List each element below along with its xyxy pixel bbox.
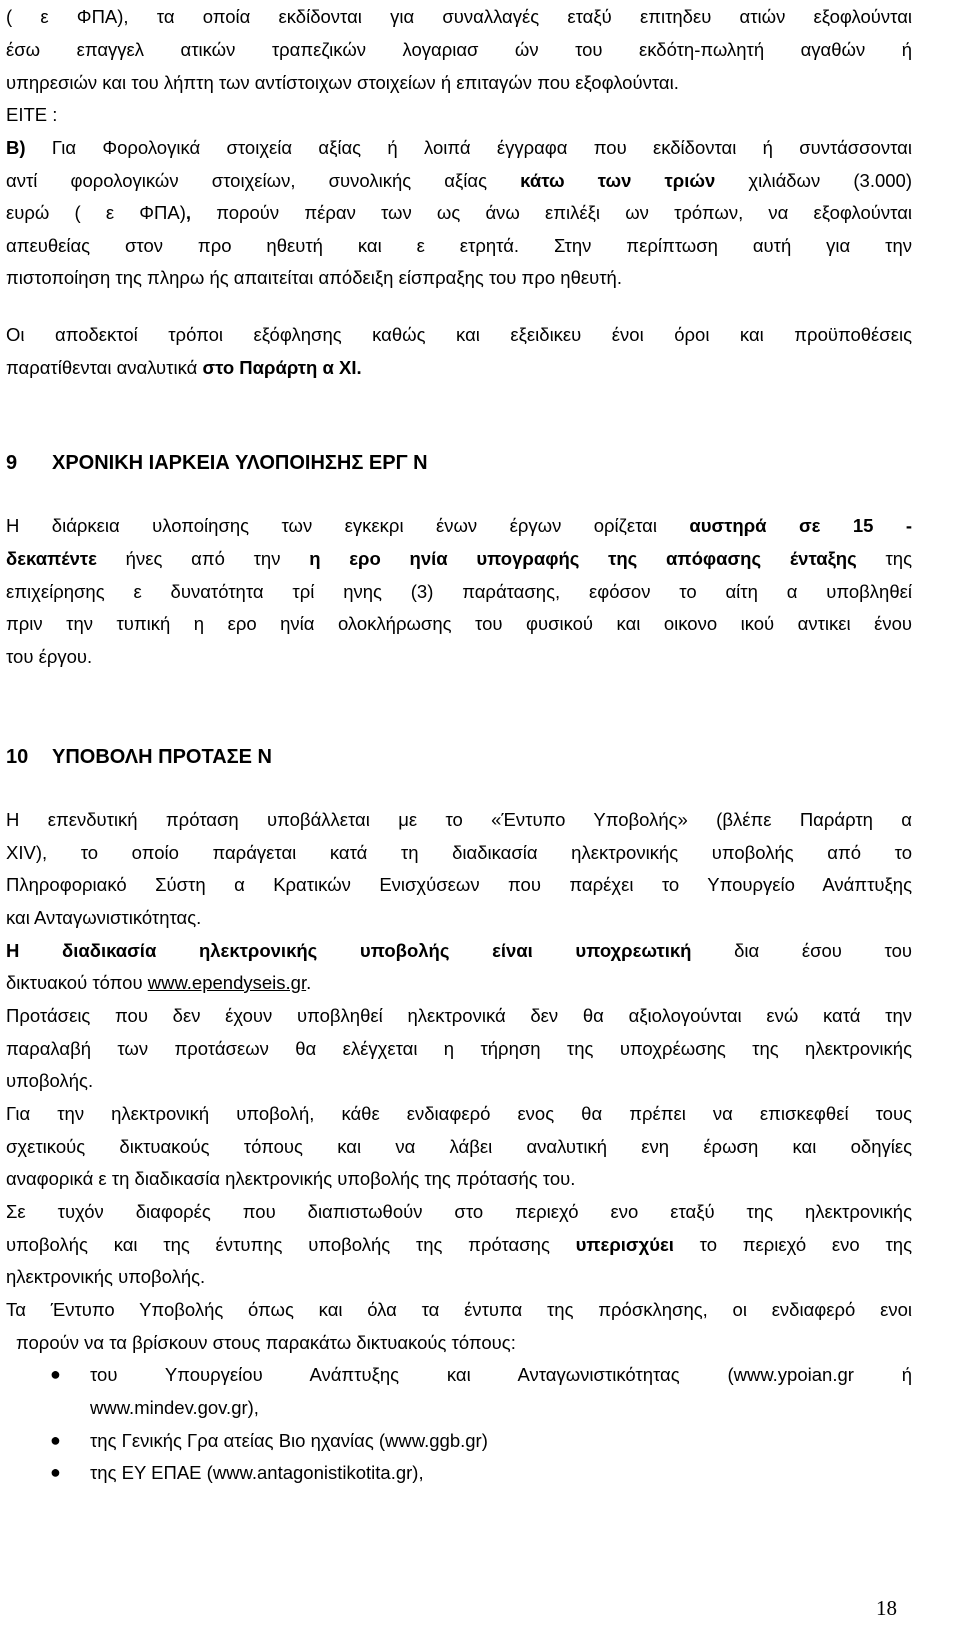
paragraph-line: πριν την τυπική η ερο ηνία ολοκλήρωσης του φυσικού και οικονο ικού αντικει ένου bbox=[6, 613, 912, 634]
text: χιλιάδων (3.000) bbox=[715, 170, 913, 191]
paragraph-line: Προτάσεις που δεν έχουν υποβληθεί ηλεκτρονικά δεν θα αξιολογούνται ενώ κατά την bbox=[6, 1005, 912, 1026]
bold-text: Η διαδικασία ηλεκτρονικής υποβολής είναι υποχρεωτική bbox=[6, 940, 692, 961]
text: παρατίθενται αναλυτικά bbox=[6, 357, 203, 378]
paragraph-line: έσω επαγγελ ατικών τραπεζικών λογαριασ ών του εκδότη-πωλητή αγαθών ή bbox=[6, 39, 912, 60]
bold-text: Β) bbox=[6, 137, 26, 158]
text: ήνες από την bbox=[96, 548, 310, 569]
paragraph-line: και Ανταγωνιστικότητας. bbox=[6, 907, 202, 928]
text: υποβολής και της έντυπης υποβολής της πρότασης bbox=[6, 1234, 576, 1255]
website-link[interactable]: www.ependyseis.gr bbox=[147, 972, 307, 993]
list-item: της Γενικής Γρα ατείας Βιο ηχανίας (www.ggb.gr) bbox=[90, 1430, 488, 1451]
bold-text: στο Παράρτη α XI. bbox=[202, 357, 362, 378]
section-title: ΥΠΟΒΟΛΗ ΠΡΟΤΑΣΕ Ν bbox=[52, 746, 272, 768]
bullet-icon: ● bbox=[50, 1430, 61, 1450]
paragraph-line bbox=[6, 134, 912, 161]
text: . bbox=[306, 972, 312, 993]
bold-text: δεκαπέντε bbox=[6, 548, 97, 569]
paragraph-line: υπηρεσιών και του λήπτη των αντίστοιχων στοιχείων ή επιταγών που εξοφλούνται. bbox=[6, 72, 679, 93]
text: δικτυακού τόπου bbox=[6, 972, 148, 993]
paragraph-line: Η επενδυτική πρόταση υποβάλλεται με το «Έντυπο Υποβολής» (βλέπε Παράρτη α bbox=[6, 809, 912, 830]
section-title: ΧΡΟΝΙΚΗ ΙΑΡΚΕΙΑ ΥΛΟΠΟΙΗΣΗΣ ΕΡΓ Ν bbox=[52, 452, 428, 474]
bold-text: κάτω των τριών bbox=[520, 170, 716, 191]
paragraph-line: Για την ηλεκτρονική υποβολή, κάθε ενδιαφερό ενος θα πρέπει να επισκεφθεί τους bbox=[6, 1103, 912, 1124]
text: πορούν πέραν των ως άνω επιλέξι ων τρόπων, να εξοφλούνται bbox=[191, 202, 912, 223]
paragraph-line bbox=[6, 199, 912, 226]
section-number: 10 bbox=[6, 746, 29, 768]
bold-text: υπερισχύει bbox=[575, 1234, 674, 1255]
paragraph-line bbox=[6, 512, 912, 539]
page-number: 18 bbox=[876, 1596, 897, 1620]
paragraph-line: πιστοποίηση της πληρω ής απαιτείται απόδειξη είσπραξης του προ ηθευτή. bbox=[6, 267, 622, 288]
paragraph-line: του έργου. bbox=[6, 646, 93, 667]
paragraph-line bbox=[6, 937, 912, 964]
paragraph-line: επιχείρησης ε δυνατότητα τρί ηνης (3) παράτασης, εφόσον το αίτη α υποβληθεί bbox=[6, 581, 912, 602]
paragraph-line: ΕΙΤΕ : bbox=[6, 104, 58, 125]
text: της bbox=[856, 548, 912, 569]
bold-text: , bbox=[185, 202, 192, 223]
text: το περιεχό ενο της bbox=[673, 1234, 912, 1255]
section-number: 9 bbox=[6, 452, 18, 474]
paragraph-line: ηλεκτρονικής υποβολής. bbox=[6, 1266, 206, 1287]
paragraph-line bbox=[6, 167, 912, 194]
section-heading bbox=[6, 742, 272, 772]
paragraph-line bbox=[6, 1231, 912, 1258]
list-item-continuation: www.mindev.gov.gr), bbox=[90, 1397, 259, 1418]
text: δια έσου του bbox=[691, 940, 912, 961]
list-item: της ΕΥ ΕΠΑΕ (www.antagonistikotita.gr), bbox=[90, 1462, 424, 1483]
paragraph-line: πορούν να τα βρίσκουν στους παρακάτω δικτυακούς τόπους: bbox=[16, 1332, 516, 1353]
text: Για Φορολογικά στοιχεία αξίας ή λοιπά έγγραφα που εκδίδονται ή συντάσσονται bbox=[25, 137, 912, 158]
list-item: του Υπουργείου Ανάπτυξης και Ανταγωνιστικότητας (www.ypoian.gr ή bbox=[90, 1364, 912, 1385]
text: ευρώ ( ε ΦΠΑ) bbox=[6, 202, 186, 223]
paragraph-line bbox=[6, 969, 311, 996]
paragraph-line: Οι αποδεκτοί τρόποι εξόφλησης καθώς και εξειδικευ ένοι όροι και προϋποθέσεις bbox=[6, 324, 912, 345]
bullet-icon: ● bbox=[50, 1462, 61, 1482]
paragraph-line: Τα Έντυπο Υποβολής όπως και όλα τα έντυπα της πρόσκλησης, οι ενδιαφερό ενοι bbox=[6, 1299, 912, 1320]
bold-text: η ερο ηνία υπογραφής της απόφασης ένταξης bbox=[309, 548, 857, 569]
text: αντί φορολογικών στοιχείων, συνολικής αξίας bbox=[6, 170, 521, 191]
paragraph-line bbox=[6, 545, 912, 572]
paragraph-line: αναφορικά ε τη διαδικασία ηλεκτρονικής υποβολής της πρότασής του. bbox=[6, 1168, 576, 1189]
text: Η διάρκεια υλοποίησης των εγκεκρι ένων έργων ορίζεται bbox=[6, 515, 690, 536]
paragraph-line: ( ε ΦΠΑ), τα οποία εκδίδονται για συναλλαγές εταξύ επιτηδευ ατιών εξοφλούνται bbox=[6, 6, 912, 27]
paragraph-line bbox=[6, 354, 362, 381]
paragraph-line: Σε τυχόν διαφορές που διαπιστωθούν στο περιεχό ενο εταξύ της ηλεκτρονικής bbox=[6, 1201, 912, 1222]
paragraph-line: απευθείας στον προ ηθευτή και ε ετρητά. Στην περίπτωση αυτή για την bbox=[6, 235, 912, 256]
paragraph-line: XIV), το οποίο παράγεται κατά τη διαδικασία ηλεκτρονικής υποβολής από το bbox=[6, 842, 912, 863]
paragraph-line: υποβολής. bbox=[6, 1070, 94, 1091]
section-heading bbox=[6, 448, 428, 478]
paragraph-line: παραλαβή των προτάσεων θα ελέγχεται η τήρηση της υποχρέωσης της ηλεκτρονικής bbox=[6, 1038, 912, 1059]
bullet-icon: ● bbox=[50, 1364, 61, 1384]
paragraph-line: Πληροφοριακό Σύστη α Κρατικών Ενισχύσεων που παρέχει το Υπουργείο Ανάπτυξης bbox=[6, 874, 912, 895]
bold-text: αυστηρά σε 15 - bbox=[689, 515, 912, 536]
paragraph-line: σχετικούς δικτυακούς τόπους και να λάβει αναλυτική ενη έρωση και οδηγίες bbox=[6, 1136, 912, 1157]
